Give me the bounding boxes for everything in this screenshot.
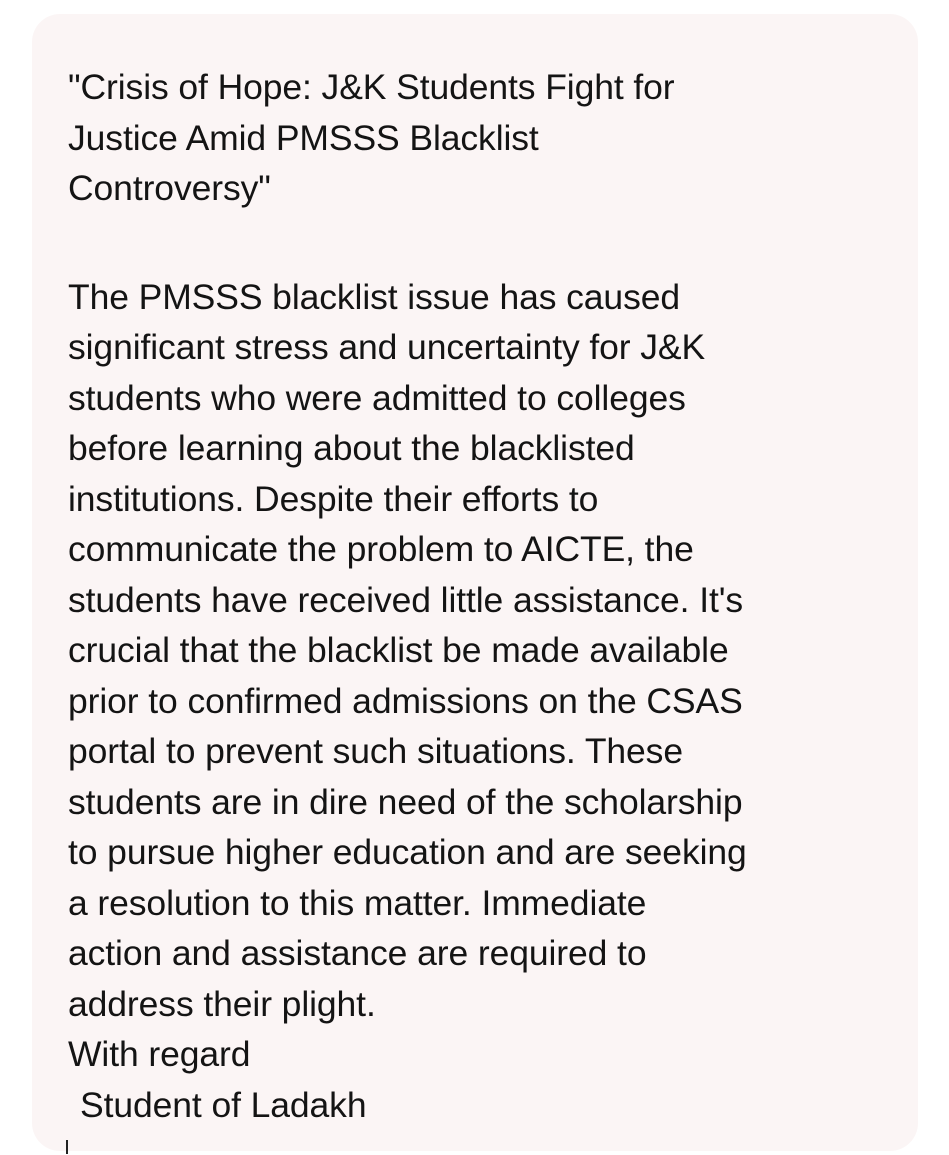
message-signature: Student of Ladakh [80, 1084, 367, 1125]
message-signoff: With regard [68, 1034, 251, 1074]
message-bubble[interactable] [32, 14, 918, 1151]
message-body: The PMSSS blacklist issue has caused significant stress and uncertainty for J&K students who were admitted to colleges before learning about the blacklisted institutions. Despite their efforts to communicate the problem to AICTE, the students have received little assistance. It's crucial that the blacklist be made available prior to confirmed admissions on the CSAS portal to prevent such situations. These students are in dire need of the scholarship to pursue higher education and are seeking a resolution to this matter. Immediate action and assistance are required to address their plight. [68, 276, 747, 1024]
text-cursor [66, 1140, 68, 1154]
message-title: "Crisis of Hope: J&K Students Fight for Justice Amid PMSSS Blacklist Controversy" [68, 67, 675, 208]
